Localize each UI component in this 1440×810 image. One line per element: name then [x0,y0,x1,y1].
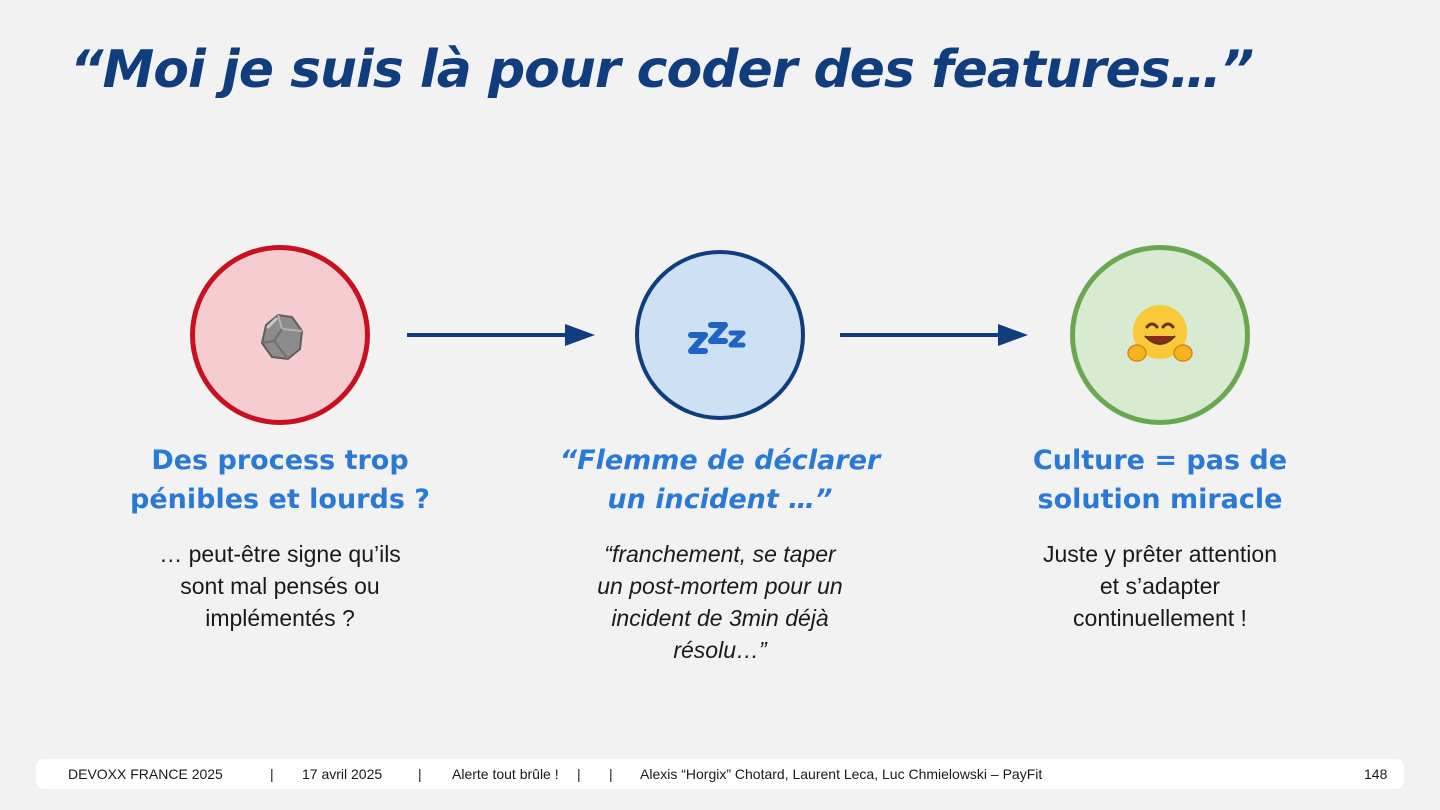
hugging-face-icon [1125,303,1195,367]
step-3-body [980,538,1340,634]
footer-event: DEVOXX FRANCE 2025 [68,766,223,782]
arrow-2-icon [838,322,1030,348]
footer-bar [36,759,1404,789]
step-1-body [100,538,460,634]
step-3-heading [980,441,1340,519]
step-2-body-line: un post-mortem pour un [597,573,843,599]
step-2-circle [635,250,805,420]
step-2-heading-line: un incident …” [607,484,833,515]
step-2-body-line: “franchement, se taper [604,541,836,567]
footer-authors: Alexis “Horgix” Chotard, Laurent Leca, Luc Chmielowski – PayFit [640,766,1043,782]
footer-separator: | [270,766,274,782]
footer-date: 17 avril 2025 [302,766,383,782]
step-2-heading [540,441,900,519]
step-1-body-line: implémentés ? [205,605,355,631]
footer-separator: | [418,766,422,782]
step-3-circle [1070,245,1250,425]
step-3-body-line: et s’adapter [1099,573,1221,599]
rock-icon [248,303,312,367]
step-2-body-line: incident de 3min déjà [611,605,829,631]
step-3-body-line: Juste y prêter attention [1043,541,1277,567]
zzz-icon [685,305,755,365]
step-2-heading-line: “Flemme de déclarer [559,445,881,476]
step-1-body-line: sont mal pensés ou [180,573,380,599]
step-3-heading-line: solution miracle [1037,484,1283,515]
step-2-body-line: résolu…” [673,637,767,663]
step-1-heading-line: Des process trop [151,445,409,476]
page-number: 148 [1364,766,1388,782]
step-1-heading-line: pénibles et lourds ? [130,484,430,515]
step-1-circle [190,245,370,425]
step-2-body [540,538,900,666]
step-3-body-line: continuellement ! [1073,605,1247,631]
footer-separator: | [609,766,613,782]
footer-talk: Alerte tout brûle ! [452,766,559,782]
step-1-heading [100,441,460,519]
step-3-heading-line: Culture = pas de [1032,445,1288,476]
slide-title: “Moi je suis là pour coder des features…” [70,40,1254,100]
arrow-1-icon [405,322,597,348]
footer-separator: | [577,766,581,782]
step-1-body-line: … peut-être signe qu’ils [159,541,401,567]
